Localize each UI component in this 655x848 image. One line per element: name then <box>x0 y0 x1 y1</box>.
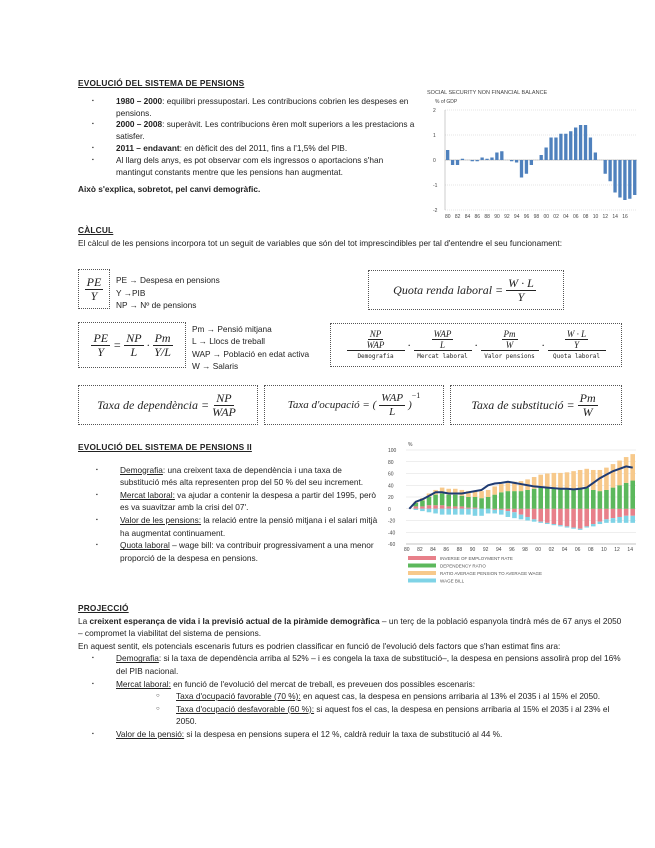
stacked-bar-segment <box>414 506 419 508</box>
stacked-bar-segment <box>525 490 530 509</box>
list-item <box>116 143 421 155</box>
legend-label: INVERSE OF EMPLOYMENT RATE <box>440 556 513 561</box>
list-item <box>120 514 378 539</box>
stacked-bar-segment <box>506 509 511 511</box>
stacked-bar-segment <box>571 489 576 509</box>
stacked-bar-segment <box>512 491 517 509</box>
x-tick-label: 84 <box>430 547 436 553</box>
stacked-bar-segment <box>591 524 596 526</box>
stacked-bar-segment <box>453 506 458 508</box>
stacked-bar-segment <box>558 525 563 526</box>
stacked-bar-segment <box>446 506 451 508</box>
bar <box>613 160 616 193</box>
formula-factors: $\frac{NP}{\text{WAP}}$ Demografia · $\frac{\text{WAP}}{L}$ Mercat laboral · $\frac{Pm}{W}$ Valor pensions · $\frac{W \cdot L}{Y}$ Quota laboral <box>330 323 622 367</box>
stacked-bar-segment <box>453 509 458 515</box>
item-label: Valor de la pensió: <box>116 728 185 739</box>
stacked-bar-segment <box>440 493 445 505</box>
x-tick-label: 90 <box>469 547 476 553</box>
bar <box>623 160 626 200</box>
bar <box>569 131 572 160</box>
stacked-bar-segment <box>630 481 635 509</box>
stacked-bar-segment <box>630 509 635 516</box>
stacked-bar-segment <box>479 498 484 509</box>
y-tick-label: 0 <box>433 158 436 164</box>
stacked-bar-segment <box>584 509 589 527</box>
item-label: 2000 – 2008 <box>116 119 163 130</box>
stacked-bar-segment <box>446 509 451 515</box>
bar <box>451 160 454 165</box>
stacked-bar-segment <box>552 488 557 509</box>
stacked-bar-segment <box>519 491 524 509</box>
section-calcul <box>78 224 648 249</box>
x-tick-label: 96 <box>509 547 515 553</box>
bar <box>574 128 577 161</box>
x-tick-label: 10 <box>601 547 607 553</box>
stacked-bar-segment <box>565 509 570 527</box>
stacked-bar-segment <box>466 497 471 508</box>
stacked-bar-segment <box>591 470 596 490</box>
list-item <box>116 96 421 120</box>
x-tick-label: 08 <box>582 214 589 220</box>
item-label: Demografia <box>120 464 163 475</box>
bar <box>515 160 518 163</box>
bar <box>500 151 503 160</box>
section-title: PROJECCIÓ <box>78 603 129 613</box>
stacked-bar-segment <box>492 495 497 509</box>
conclusion: Això s'explica, sobretot, pel canvi demogràfic. <box>78 184 261 195</box>
stacked-bar-segment <box>604 490 609 509</box>
stacked-bar-segment <box>486 497 491 509</box>
stacked-bar-segment <box>525 509 530 517</box>
stacked-bar-segment <box>552 509 557 524</box>
stacked-bar-segment <box>617 485 622 509</box>
item-label: Taxa d'ocupació desfavorable (60 %): <box>176 703 315 714</box>
stacked-bar-segment <box>525 517 530 521</box>
stacked-bar-segment <box>479 491 484 498</box>
section-projeccio <box>78 602 623 741</box>
item-label: 2011 – endavant <box>116 142 180 153</box>
bar <box>579 125 582 160</box>
item-text: en aquest cas, la despesa en pensions arribaria al 13% el 2035 i al 15% el 2050. <box>300 691 601 702</box>
stacked-bar-segment <box>591 490 596 509</box>
item-label: Mercat laboral: <box>116 678 171 689</box>
stacked-bar-segment <box>571 528 576 529</box>
stacked-bar-segment <box>440 505 445 509</box>
stacked-bar-segment <box>558 509 563 525</box>
stacked-bar-segment <box>571 509 576 528</box>
stacked-bar-segment <box>420 501 425 507</box>
stacked-bar-segment <box>591 509 596 524</box>
section-title: EVOLUCIÓ DEL SISTEMA DE PENSIONS II <box>78 442 252 452</box>
y-tick-label: 60 <box>388 471 394 478</box>
stacked-bar-segment <box>624 516 629 523</box>
stacked-bar-segment <box>460 509 465 515</box>
item-label: Quota laboral <box>120 540 170 551</box>
stacked-bar-segment <box>446 495 451 507</box>
variable-definition: Y →PIB <box>116 287 146 298</box>
list-item <box>120 539 378 564</box>
bar <box>471 160 474 161</box>
formula-taxa-dependencia: Taxa de dependència = $\frac{NP}{\text{WAP}}$ <box>78 385 258 425</box>
x-tick-label: 96 <box>523 214 530 220</box>
formula-pe-y: $\frac{PE}{Y}$ <box>78 269 110 309</box>
x-tick-label: 06 <box>573 214 579 220</box>
stacked-bar-segment <box>519 481 524 491</box>
x-tick-label: 94 <box>513 214 520 220</box>
bar <box>544 148 547 161</box>
x-tick-label: 14 <box>612 214 618 220</box>
y-tick-label: -1 <box>433 183 438 189</box>
item-text: : si la taxa de dependència arriba al 52% – i es congela la taxa de substitució–, la despesa en pensions assolirà prop del 16% del PIB nacional. <box>116 653 621 676</box>
formula-quota-renda: Quota renda laboral = $\frac{W \cdot L}{Y}$ <box>368 270 564 310</box>
x-tick-label: 82 <box>417 547 423 553</box>
stacked-bar-segment <box>532 519 537 521</box>
legend-swatch <box>408 564 436 568</box>
stacked-bar-segment <box>499 492 504 508</box>
item-label: Valor de les pensions: <box>120 514 202 525</box>
item-label: 1980 – 2000 <box>116 95 163 106</box>
stacked-bar-segment <box>433 509 438 514</box>
y-axis-label: % of GDP <box>435 99 458 105</box>
stacked-bar-segment <box>611 464 616 488</box>
stacked-bar-segment <box>552 524 557 525</box>
legend-label: RATIO AVERAGE PENSION TO AVERAGE WAGE <box>440 571 542 576</box>
bar <box>628 160 631 199</box>
list-item <box>116 652 623 677</box>
stacked-bar-segment <box>611 518 616 523</box>
x-tick-label: 12 <box>614 547 620 553</box>
item-text: si aquest fos el cas, la despesa en pensions arribaria al 15% el 2035 i al 23% el 2050. <box>176 703 610 727</box>
list-item <box>176 690 623 703</box>
y-tick-label: 20 <box>388 495 394 501</box>
stacked-bar-segment <box>545 488 550 509</box>
bar <box>510 160 513 161</box>
stacked-bar-segment <box>466 508 471 509</box>
stacked-bar-segment <box>584 469 589 488</box>
x-tick-label: 00 <box>543 214 550 220</box>
bar <box>480 158 483 161</box>
list-item <box>116 119 421 143</box>
variable-definition: Pm → Pensió mitjana <box>192 324 272 334</box>
item-text: : en dèficit des del 2011, fins a l'1,5% del PIB. <box>179 142 348 153</box>
x-tick-label: 88 <box>456 547 463 553</box>
stacked-bar-segment <box>532 489 537 509</box>
stacked-bar-segment <box>499 509 504 510</box>
bar <box>554 138 557 161</box>
stacked-bar-segment <box>565 489 570 509</box>
stacked-bar-segment <box>545 474 550 488</box>
stacked-bar-segment <box>604 468 609 490</box>
stacked-bar-segment <box>578 470 583 488</box>
list-item <box>116 728 623 741</box>
item-text: Al llarg dels anys, es pot observar com els ingressos o aportacions s'han mantingut constants mentre que les pensions han augmentat. <box>116 154 384 177</box>
stacked-bar-segment <box>512 512 517 518</box>
bar <box>589 138 592 161</box>
paragraph-1: La creixent esperança de vida i la previsió actual de la piràmide demogràfica – un terç de la població espanyola tindrà més de 67 anys el 2050 – compromet la viabilitat del sistema de pensions. <box>78 615 622 639</box>
stacked-bar-segment <box>538 509 543 522</box>
stacked-bar-segment <box>506 491 511 509</box>
x-tick-label: 16 <box>622 214 628 220</box>
x-tick-label: 08 <box>588 547 594 553</box>
stacked-bar-segment <box>604 519 609 523</box>
x-tick-label: 92 <box>504 214 510 220</box>
x-tick-label: 80 <box>445 214 451 220</box>
section-evolucio-ii <box>78 441 378 564</box>
section-title: EVOLUCIÓ DEL SISTEMA DE PENSIONS <box>78 78 245 88</box>
stacked-bar-segment <box>532 509 537 520</box>
x-tick-label: 00 <box>535 547 541 553</box>
chart-pension-spending-decomposition <box>388 440 643 588</box>
bar <box>604 160 607 174</box>
stacked-bar-segment <box>598 491 603 509</box>
stacked-bar-segment <box>427 497 432 505</box>
bar <box>495 153 498 161</box>
list-item <box>116 155 421 179</box>
stacked-bar-segment <box>552 473 557 488</box>
list-item <box>176 703 623 728</box>
stacked-bar-segment <box>578 529 583 530</box>
stacked-bar-segment <box>545 509 550 523</box>
y-tick-label: 1 <box>433 133 436 139</box>
item-label: Mercat laboral: <box>120 489 175 500</box>
x-tick-label: 10 <box>592 214 599 220</box>
item-text: : equilibri pressupostari. Les contribucions cobrien les despeses en pensions. <box>116 95 409 118</box>
bar <box>549 138 552 161</box>
bar <box>530 160 533 165</box>
bar <box>594 153 597 161</box>
variable-definition: W → Salaris <box>192 360 239 371</box>
bar <box>633 160 636 195</box>
y-tick-label: -60 <box>388 542 396 548</box>
formula-taxa-substitucio: Taxa de substitució = $\frac{Pm}{W}$ <box>450 385 622 425</box>
bar <box>559 134 562 160</box>
y-tick-label: 100 <box>388 448 397 454</box>
x-tick-label: 80 <box>404 547 410 553</box>
bar <box>564 134 567 160</box>
y-tick-label: 40 <box>388 483 394 490</box>
stacked-bar-segment <box>604 509 609 520</box>
stacked-bar-segment <box>427 505 432 509</box>
bar <box>490 158 493 161</box>
stacked-bar-segment <box>558 489 563 509</box>
stacked-bar-segment <box>414 509 419 510</box>
stacked-bar-segment <box>578 509 583 529</box>
bar <box>525 160 528 174</box>
stacked-bar-segment <box>558 473 563 489</box>
stacked-bar-segment <box>420 506 425 508</box>
stacked-bar-segment <box>466 509 471 515</box>
item-text: : una creixent taxa de dependència i una taxa de substitució més alta representen prop del 50 % del seu increment. <box>120 464 364 488</box>
x-tick-label: 86 <box>443 547 449 553</box>
stacked-bar-segment <box>499 484 504 492</box>
list-item <box>120 464 378 489</box>
stacked-bar-segment <box>519 509 524 515</box>
legend-variables-2 <box>192 323 309 372</box>
x-tick-label: 90 <box>494 214 500 220</box>
bar <box>476 160 479 161</box>
bar <box>584 125 587 160</box>
stacked-bar-segment <box>420 509 425 511</box>
stacked-bar-segment <box>617 509 622 517</box>
stacked-bar-segment <box>473 497 478 508</box>
y-axis-label: % <box>408 442 413 448</box>
x-tick-label: 92 <box>482 547 489 553</box>
legend-swatch <box>408 556 436 560</box>
stacked-bar-segment <box>506 482 511 491</box>
x-tick-label: 82 <box>454 214 461 220</box>
y-tick-label: 2 <box>433 108 436 114</box>
y-tick-label: 0 <box>388 506 391 513</box>
legend-variables-1 <box>116 274 220 312</box>
stacked-bar-segment <box>519 515 524 520</box>
stacked-bar-segment <box>453 495 458 507</box>
x-tick-label: 02 <box>548 547 555 553</box>
variable-definition: PE → Despesa en pensions <box>116 275 220 285</box>
stacked-bar-segment <box>611 509 616 518</box>
x-tick-label: 84 <box>464 214 471 220</box>
sub-list <box>116 690 623 728</box>
stacked-bar-segment <box>440 509 445 515</box>
x-tick-label: 12 <box>602 214 609 220</box>
x-tick-label: 02 <box>553 214 559 220</box>
y-tick-label: -40 <box>388 530 396 537</box>
stacked-bar-segment <box>486 490 491 497</box>
variable-definition: L → Llocs de treball <box>192 336 266 347</box>
x-tick-label: 86 <box>474 214 481 220</box>
stacked-bar-segment <box>624 483 629 509</box>
stacked-bar-segment <box>492 510 497 514</box>
y-tick-label: -2 <box>433 208 438 214</box>
stacked-bar-segment <box>433 505 438 509</box>
stacked-bar-segment <box>624 457 629 483</box>
x-tick-label: 14 <box>627 547 633 553</box>
stacked-bar-segment <box>486 509 491 514</box>
formula-decomposition: $\frac{PE}{Y}$ = $\frac{NP}{L}$ · $\frac{Pm}{Y/L}$ <box>78 322 186 368</box>
item-text: va ajudar a contenir la despesa a partir del 1995, però es va suavitzar amb la crisi del 07'. <box>120 489 376 513</box>
x-tick-label: 06 <box>574 547 581 553</box>
item-label: Taxa d'ocupació favorable (70 %): <box>176 691 301 702</box>
stacked-bar-segment <box>460 496 465 507</box>
stacked-bar-segment <box>499 510 504 515</box>
list-item <box>116 678 623 691</box>
stacked-bar-segment <box>473 509 478 516</box>
bar <box>456 160 459 165</box>
chart-social-security-balance <box>425 86 643 222</box>
legend-label: DEPENDENCY RATIO <box>440 563 486 569</box>
stacked-bar-segment <box>512 509 517 513</box>
x-tick-label: 04 <box>563 214 569 220</box>
bar <box>520 160 523 178</box>
stacked-bar-segment <box>617 461 622 486</box>
y-tick-label: -20 <box>388 518 396 525</box>
x-tick-label: 98 <box>533 214 540 220</box>
stacked-bar-segment <box>492 486 497 494</box>
stacked-bar-segment <box>479 509 484 516</box>
stacked-bar-segment <box>427 509 432 513</box>
stacked-bar-segment <box>578 488 583 509</box>
legend-swatch <box>408 579 436 583</box>
stacked-bar-segment <box>460 506 465 508</box>
stacked-bar-segment <box>538 488 543 509</box>
stacked-bar-segment <box>584 488 589 509</box>
bar <box>446 150 449 160</box>
item-text: – wage bill: va contribuir progressivament a una menor proporció de la despesa en pensions. <box>120 540 374 563</box>
y-tick-label: 80 <box>388 459 394 466</box>
stacked-bar-segment <box>624 509 629 516</box>
x-tick-label: 94 <box>496 547 502 553</box>
section-evolucio <box>78 78 421 196</box>
bar <box>485 159 488 160</box>
formula-taxa-ocupacio: Taxa d'ocupació = ( $\frac{\text{WAP}}{L}$ ) $^{-1}$ <box>264 385 444 425</box>
stacked-bar-segment <box>538 475 543 488</box>
x-tick-label: 04 <box>561 547 568 553</box>
stacked-bar-segment <box>506 511 511 517</box>
bar <box>461 159 464 160</box>
stacked-bar-segment <box>565 526 570 527</box>
x-tick-label: 98 <box>522 547 528 553</box>
stacked-bar-segment <box>611 488 616 509</box>
bar <box>608 160 611 181</box>
bar <box>618 160 621 198</box>
stacked-bar-segment <box>598 522 603 524</box>
bar <box>540 155 543 160</box>
item-text: la relació entre la pensió mitjana i el salari mitjà ha augmentat continuament. <box>120 514 378 538</box>
stacked-bar-segment <box>598 509 603 522</box>
item-text: en funció de l'evolució del mercat de treball, es preveuen dos possibles escenaris: <box>170 678 476 689</box>
item-text: : superàvit. Les contribucions èren molt superiors a les prestacions a satisfer. <box>116 119 415 142</box>
stacked-bar-segment <box>571 471 576 489</box>
intro-text: El càlcul de les pensions incorpora tot un seguit de variables que són del tot imprescindibles per tal d'entendre el seu funcionament: <box>78 237 563 248</box>
stacked-bar-segment <box>617 517 622 523</box>
stacked-bar-segment <box>584 526 589 527</box>
stacked-bar-segment <box>538 522 543 523</box>
item-text: si la despesa en pensions supera el 12 %, caldrà reduir la taxa de substitució al 44 %. <box>184 728 503 739</box>
variable-definition: NP → Nº de pensions <box>116 300 197 310</box>
variable-definition: WAP → Població en edat activa <box>192 348 310 359</box>
list-item <box>120 489 378 514</box>
legend-swatch <box>408 571 436 575</box>
stacked-bar-segment <box>630 516 635 523</box>
paragraph-2: En aquest sentit, els potencials escenaris futurs es podrien classificar en funció de l'evolució dels factors que s'han estimat fins ara: <box>78 640 561 651</box>
x-tick-label: 88 <box>484 214 490 220</box>
stacked-bar-segment <box>545 523 550 524</box>
chart-title: SOCIAL SECURITY NON FINANCIAL BALANCE <box>427 90 548 96</box>
section-title: CÀLCUL <box>78 225 114 235</box>
stacked-bar-segment <box>492 509 497 510</box>
stacked-bar-segment <box>433 495 438 506</box>
item-label: Demografia <box>116 653 159 664</box>
stacked-bar-segment <box>473 508 478 509</box>
legend-label: WAGE BILL <box>440 578 465 584</box>
stacked-bar-segment <box>565 472 570 488</box>
